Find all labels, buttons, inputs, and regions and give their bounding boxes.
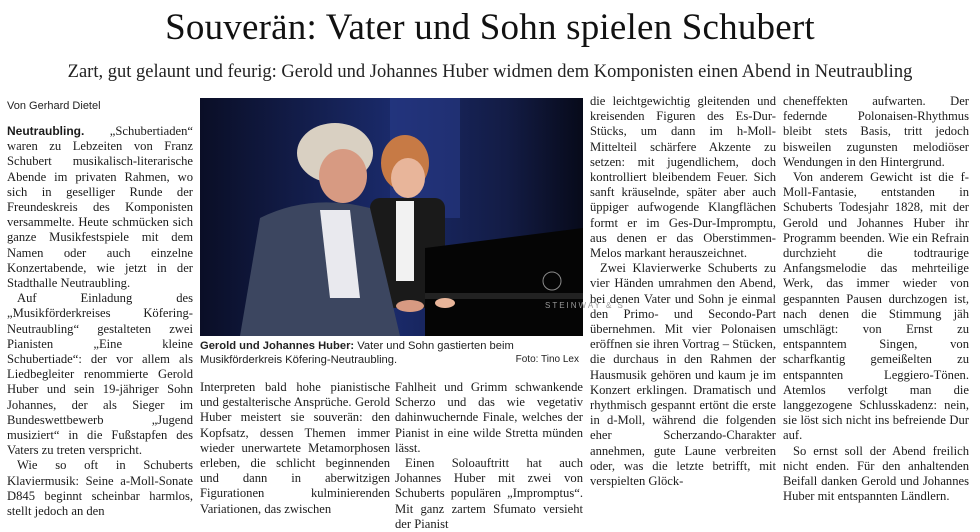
paragraph: So ernst soll der Abend freilich nicht enden. Für den anhaltenden Beifall danken Gerold und Johannes Huber mit entspannten Ländlern. <box>783 443 969 504</box>
subheadline: Zart, gut gelaunt und feurig: Gerold und Johannes Huber widmen dem Komponisten einen Abend in Neutraubling <box>67 62 913 82</box>
paragraph: Zwei Klavierwerke Schuberts zu vier Händen umrahmen den Abend, bei denen Vater und Sohn je einmal den Primo- und Secondo-Part übernehmen. Mit vier Polonaisen eröffnen sie ihren Vortrag – Stücken, die durchaus in den Rahmen der Hausmusik gehören und kaum je im Konzert erklingen. Dramatisch und rhythmisch gespannt ertönt die erste in d-Moll, während die folgenden eher Scherzando-Charakter annehmen, gute Laune verbreiten oder, was die letzte betrifft, mit verspielten Glöck- <box>590 261 776 489</box>
paragraph: Von anderem Gewicht ist die f-Moll-Fantasie, entstanden in Schuberts Todesjahr 1828, mit der Gerold und Johannes Huber ihr Programm beenden. Wie ein Refrain durchzieht die todtraurige Anfangsmelodie das mehrteilige Werk, das immer wieder von gespannten Pausen durchzogen ist, nach denen die Stimmung jäh umschlägt: von Ernst zu entspanntem Singen, von scharfkantig gemeißelten zu entspannten Leggiero-Tönen. Atemlos verfolgt man die langgezogene Schlusskadenz: nein, sie löst sich nicht ins befreiende Dur auf. <box>783 170 969 443</box>
photo-credit: Foto: Tino Lex <box>515 354 579 365</box>
paragraph: Wie so oft in Schuberts Klaviermusik: Seine a-Moll-Sonate D845 beginnt scheinbar harmlos, stellt jedoch an den <box>7 458 193 519</box>
dateline: Neutraubling. <box>7 124 85 138</box>
article-column-3 <box>395 380 583 532</box>
paragraph: Einen Soloauftritt hat auch Johannes Huber mit zwei von Schuberts populären „Impromptus“. Mit ganz zartem Sfumato versieht der Pianist <box>395 456 583 531</box>
piano-brand-text: STEINWAY & S <box>545 301 625 310</box>
article-column-5 <box>783 94 969 504</box>
caption-text: Vater und Sohn gastierten beim Musikförderkreis Köfering-Neutraubling. <box>200 340 514 366</box>
article-column-2 <box>200 380 390 517</box>
paragraph: Interpreten bald hohe pianistische und gestalterische Ansprüche. Gerold Huber meistert sie souverän: den Kopfsatz, dessen Themen immer wieder unerwartete Metamorphosen erleben, die schlicht beginnenden und dann in aberwitzigen Figurationen kulminierenden Variationen, das zwischen <box>200 380 390 516</box>
paragraph-text: „Schubertiaden“ waren zu Lebzeiten von Franz Schubert musikalisch-literarische Abende im privaten Rahmen, wo sich in geselliger Runde der Freundeskreis des Komponisten versammelte. Heute schmücken sich ganze Musikfestspiele mit dem Namen oder auch einzelne Konzertabende, wie jetzt in der Stadthalle Neutraubling. <box>7 124 193 291</box>
pianists-illustration <box>200 98 625 336</box>
byline: Von Gerhard Dietel <box>7 100 101 112</box>
article-column-4 <box>590 94 776 489</box>
paragraph: die leichtgewichtig gleitenden und kreisenden Figuren des Es-Dur-Stücks, um dann im h-Moll-Mittelteil schärfere Akzente zu setzen: mit jugendlichem, doch kontrolliert bleibendem Feuer. Sich sanft kräuselnde, später aber auch üppiger aufwogende Klangflächen formt er im Ges-Dur-Impromptu, aus denen er das Oberstimmen-Melos markant herauszeichnet. <box>590 94 776 261</box>
headline: Souverän: Vater und Sohn spielen Schubert <box>165 7 815 48</box>
article-column-1 <box>7 124 193 519</box>
paragraph: Fahlheit und Grimm schwankende Scherzo und das wie vegetativ dahinwuchernde Finale, welches der Pianist in eine wilde Stretta münden lässt. <box>395 380 583 455</box>
caption-names: Gerold und Johannes Huber: <box>200 340 355 352</box>
paragraph: Auf Einladung des „Musikförderkreises Köfering-Neutraubling“ gestalteten zwei Pianisten „Eine kleine Schubertiade“: der vor allem als Liedbegleiter renommierte Gerold Huber und sein 19-jähriger Sohn Johannes, der als Sieger im Bundeswettbewerb „Jugend musiziert“ in die Fußstapfen des Vaters zu treten verspricht. <box>7 291 193 458</box>
paragraph <box>7 124 193 291</box>
concert-photo <box>200 98 625 336</box>
photo-caption <box>200 339 583 367</box>
paragraph: cheneffekten aufwarten. Der federnde Polonaisen-Rhythmus bleibt stets Basis, tritt jedoch bisweilen zugunsten melodiöser Wendungen in den Hintergrund. <box>783 94 969 169</box>
